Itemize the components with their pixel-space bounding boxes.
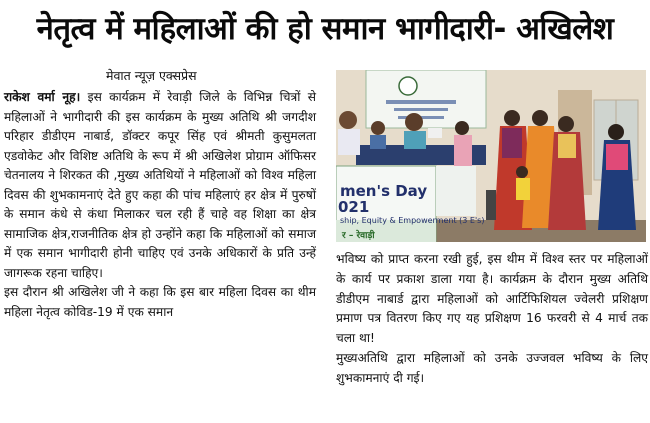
banner-text: men's Day xyxy=(340,182,428,200)
paragraph-text: इस कार्यक्रम में रेवाड़ी जिले के विभिन्न चित्रों से महिलाओं ने भागीदारी की इस कार्यक्रम के मुख्य अतिथि श्री जगदीश परिहार डीडीएम नाबार्ड, डॉक्टर कपूर सिंह एवं श्रीमती कुसुमलता एडवोकेट और विशिष्ट अतिथि के रूप में श्री अखिलेश प्रोग्राम ऑफिसर चेतनालय ने शिरकत की ,मुख्य अतिथियों ने महिलाओं को विश्व महिला दिवस की शुभकामनाएं देते हुए कहा की पांच महिलाएं हर क्षेत्र में पुरुषों के समान कंधे से कंधा मिलाकर चल रही हैं चाहे वह शिक्षा का क्षेत्र सामाजिक क्षेत्र,राजनीतिक क्षेत्र हो उन्होंने कहा कि महिलाओं को समाज में एक समान भागीदारी होनी चाहिए एवं उनके अधिकारों के प्रति उन्हें जागरूक रहना चाहिए। xyxy=(4,90,316,280)
article-headline: नेतृत्व में महिलाओं की हो समान भागीदारी- अखिलेश xyxy=(36,11,614,47)
event-photo xyxy=(336,70,646,242)
dateline: मेवात न्यूज़ एक्सप्रेस xyxy=(106,68,197,83)
article-paragraph: भविष्य को प्राप्त करना रखी हुई, इस थीम में विश्व स्तर पर महिलाओं के कार्य पर प्रकाश डाला गया है। कार्यक्रम के दौरान मुख्य अतिथि डीडीएम नाबार्ड द्वारा महिलाओं को आर्टिफिशियल ज्वेलरी प्रशिक्षण प्रमाण पत्र वितरण किए गए यह प्रशिक्षण 16 फरवरी से 4 मार्च तक चला था! xyxy=(336,252,648,346)
article-paragraph: मुख्यअतिथि द्वारा महिलाओं को उनके उज्जवल भविष्य के लिए शुभकामनाएं दी गई। xyxy=(336,350,648,385)
banner-text: र – रेवाड़ी xyxy=(342,231,375,241)
banner-text: ship, Equity & Empowerment (3 E's) xyxy=(340,216,485,225)
byline: राकेश वर्मा नूह। xyxy=(4,90,81,104)
article-paragraph xyxy=(4,88,316,283)
article-column-left xyxy=(4,88,316,322)
article-column-right xyxy=(336,250,648,389)
article-paragraph: इस दौरान श्री अखिलेश जी ने कहा कि इस बार महिला दिवस का थीम महिला नेतृत्व कोविड-19 में एक समान xyxy=(4,285,316,319)
banner-text: 021 xyxy=(338,198,370,216)
